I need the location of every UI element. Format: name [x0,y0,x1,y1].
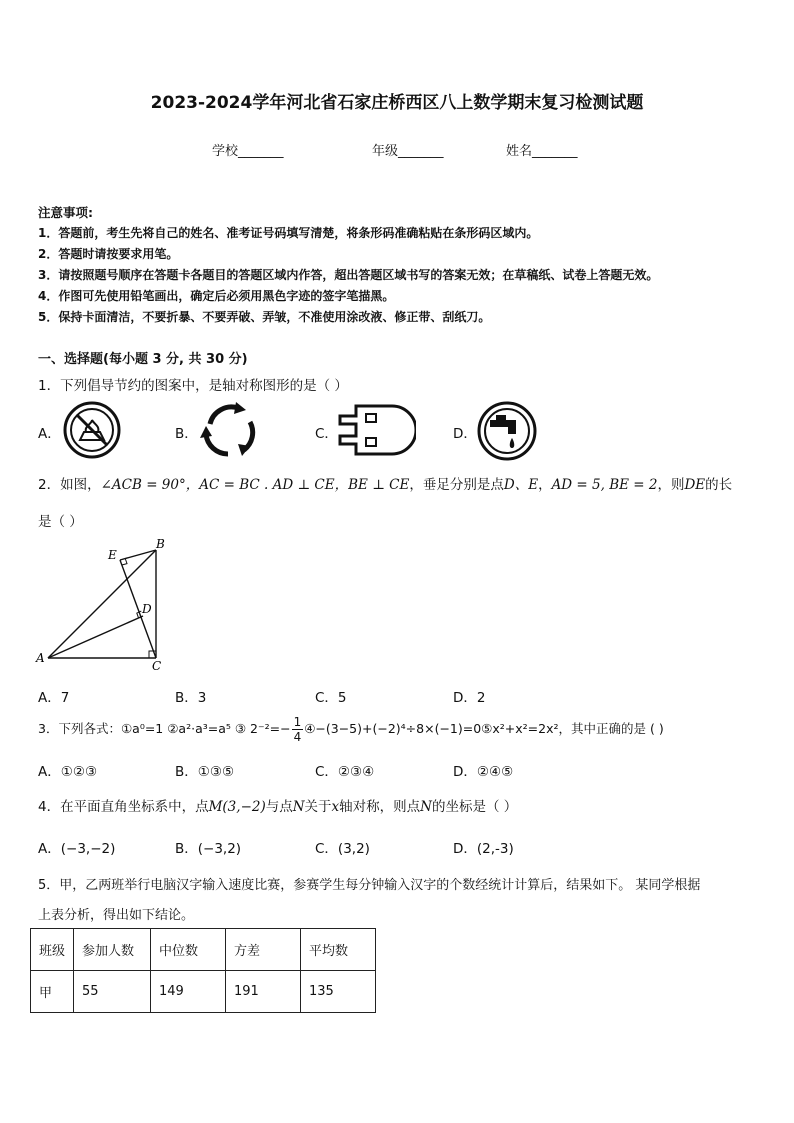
q1-option-a: A． [38,426,61,442]
school-field: 学校_______ [212,144,284,159]
q2-geometry-figure [30,536,180,676]
table-header-cell: 平均数 [301,929,376,971]
q1-option-d: D． [453,426,477,442]
table-header-cell: 班级 [31,929,74,971]
q1-option-c: C． [315,426,338,442]
q4-option-c: C．(3,2) [315,841,370,857]
q4-option-b: B．(−3,2) [175,841,242,857]
q3-stem: 3．下列各式：①a⁰=1 ②a²·a³=a⁵ ③ 2⁻²=− $\frac{1}{4}$ ④−(3−5)+(−2)⁴÷8×(−1)=0⑤x²+x²=2x²，其中正确的是 ( ) [38,715,664,744]
name-field: 姓名_______ [506,144,578,159]
q5-stem-line2: 上表分析，得出如下结论。 [38,908,195,923]
table-cell: 甲 [31,971,74,1013]
table-row [31,971,376,1013]
notes-title: 注意事项: [38,205,93,220]
note-item: 1．答题前，考生先将自己的姓名、准考证号码填写清楚，将条形码准确粘贴在条形码区域内。 [38,226,539,240]
q1-stem: 1．下列倡导节约的图案中，是轴对称图形的是（ ） [38,378,348,394]
q5-stem-line1: 5．甲，乙两班举行电脑汉字输入速度比赛，参赛学生每分钟输入汉字的个数经统计计算后，结果如下。 某同学根据 [38,878,701,893]
grade-field: 年级_______ [372,144,444,159]
q1-option-b: B． [175,426,198,442]
q2-option-a: A．7 [38,690,70,706]
table-cell: 191 [226,971,301,1013]
label-e: E [108,548,117,562]
q2-stem-line1: 2．如图，∠ACB = 90°，AC = BC . AD ⊥ CE，BE ⊥ CE，垂足分别是点D、E，AD = 5, BE = 2，则DE的长 [38,477,733,493]
no-smoking-icon [62,400,122,460]
q2-stem-line2: 是（ ） [38,514,83,530]
note-item: 3．请按照题号顺序在答题卡各题目的答题区域内作答，超出答题区域书写的答案无效；在草稿纸、试卷上答题无效。 [38,268,659,282]
recycle-arrows-icon [198,398,262,462]
table-header-cell: 方差 [226,929,301,971]
label-a: A [36,651,45,665]
q2-option-d: D．2 [453,690,486,706]
power-plug-icon [336,402,416,458]
q4-option-d: D．(2,-3) [453,841,514,857]
table-header-row [31,929,376,971]
table-header-cell: 参加人数 [74,929,151,971]
q3-fraction: $\frac{1}{4}$ [293,715,302,744]
q2-option-c: C．5 [315,690,347,706]
q4-stem: 4．在平面直角坐标系中，点M(3,−2)与点N关于x轴对称，则点N的坐标是（ ） [38,799,518,815]
table-cell: 135 [301,971,376,1013]
q3-option-d: D．②④⑤ [453,764,514,780]
water-faucet-icon [476,400,538,462]
q2-option-b: B．3 [175,690,207,706]
label-b: B [156,537,165,551]
q3-option-c: C．②③④ [315,764,375,780]
q4-option-a: A．(−3,−2) [38,841,116,857]
note-item: 5．保持卡面清洁，不要折暴、不要弄破、弄皱，不准使用涂改液、修正带、刮纸刀。 [38,310,491,324]
section-heading: 一、选择题(每小题 3 分, 共 30 分) [38,352,248,367]
q5-stats-table [30,928,376,1013]
q3-option-b: B．①③⑤ [175,764,235,780]
label-c: C [152,659,162,673]
note-item: 2．答题时请按要求用笔。 [38,247,179,261]
page-title: 2023-2024学年河北省石家庄桥西区八上数学期末复习检测试题 [150,93,644,113]
table-cell: 55 [74,971,151,1013]
label-d: D [142,602,152,616]
table-cell: 149 [151,971,226,1013]
table-header-cell: 中位数 [151,929,226,971]
note-item: 4．作图可先使用铅笔画出，确定后必须用黑色字迹的签字笔描黑。 [38,289,395,303]
q3-option-a: A．①②③ [38,764,98,780]
